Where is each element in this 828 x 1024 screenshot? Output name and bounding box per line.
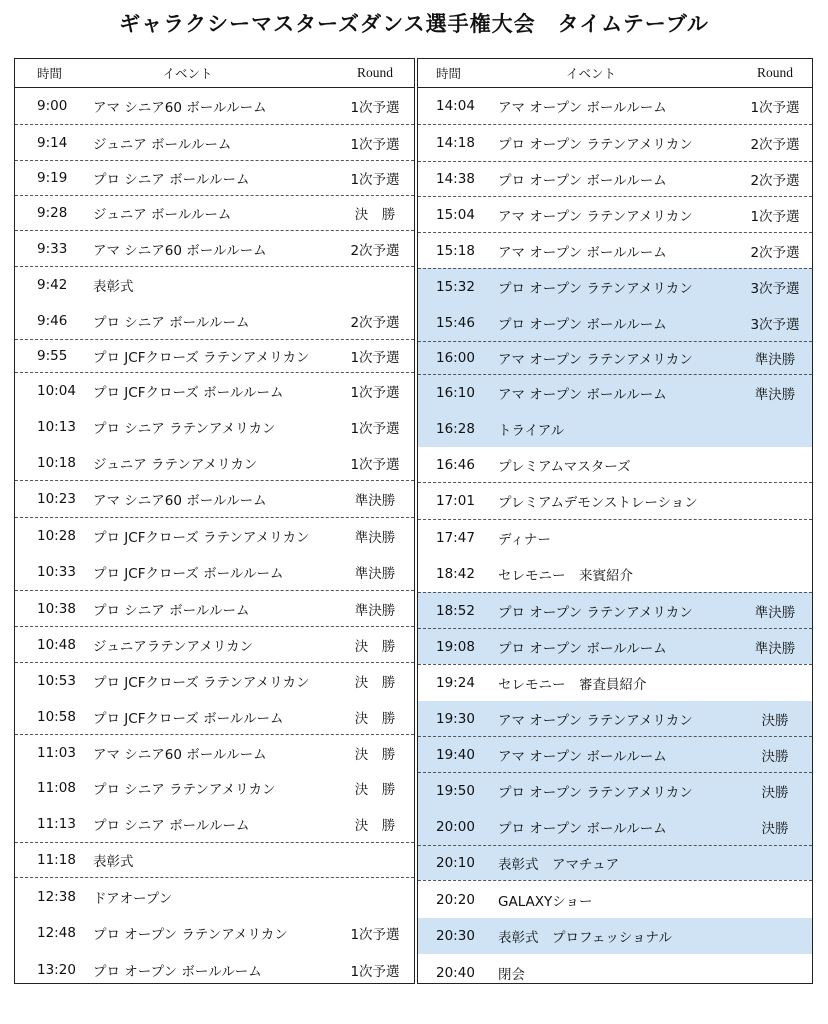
- table-row: [15, 662, 414, 699]
- time-cell: 10:48: [37, 636, 76, 653]
- time-cell: 16:00: [436, 350, 475, 366]
- table-row: [15, 195, 414, 230]
- time-cell: 20:10: [436, 855, 475, 871]
- event-cell: プロ シニア ボールルーム: [93, 818, 250, 834]
- time-cell: 10:38: [37, 600, 76, 617]
- round-cell: 準決勝: [754, 387, 796, 403]
- event-cell: プロ オープン ラテンアメリカン: [498, 604, 693, 621]
- table-row: [15, 230, 414, 266]
- time-cell: 12:48: [37, 925, 76, 941]
- table-row: [418, 124, 812, 161]
- time-cell: 9:33: [37, 240, 68, 257]
- round-cell: 準決勝: [754, 352, 796, 368]
- round-cell: 1次予選: [750, 100, 800, 116]
- event-cell: プロ オープン ボールルーム: [93, 963, 262, 980]
- time-cell: 19:50: [436, 783, 475, 799]
- round-cell: 準決勝: [354, 493, 396, 509]
- event-cell: GALAXYショー: [498, 893, 593, 910]
- event-cell: アマ オープン ボールルーム: [498, 748, 667, 765]
- event-cell: プロ シニア ボールルーム: [93, 602, 250, 619]
- round-cell: 準決勝: [354, 530, 396, 546]
- time-cell: 16:46: [436, 456, 475, 473]
- table-row: [15, 160, 414, 195]
- header-round: Round: [356, 65, 393, 80]
- event-cell: プロ JCFクローズ ラテンアメリカン: [93, 675, 310, 691]
- round-cell: 1次予選: [350, 927, 400, 943]
- table-row: [15, 554, 414, 590]
- time-cell: 18:52: [436, 602, 475, 619]
- event-cell: 閉会: [498, 966, 525, 983]
- time-cell: 9:42: [37, 276, 68, 293]
- event-cell: ディナー: [498, 532, 551, 548]
- schedule-table-right: [417, 58, 813, 984]
- table-row: [15, 590, 414, 626]
- table-row: [15, 339, 414, 372]
- round-cell: 決 勝: [354, 207, 396, 223]
- event-cell: アマ オープン ボールルーム: [498, 244, 667, 261]
- header-time: 時間: [37, 66, 63, 81]
- table-row: [15, 266, 414, 302]
- event-cell: プロ オープン ボールルーム: [498, 640, 667, 657]
- event-cell: プロ シニア ボールルーム: [93, 314, 250, 331]
- time-cell: 12:38: [37, 888, 76, 905]
- table-header: [418, 59, 812, 88]
- round-cell: 準決勝: [754, 604, 796, 621]
- table-row: [15, 877, 414, 915]
- round-cell: 準決勝: [354, 566, 396, 582]
- time-cell: 14:18: [436, 135, 475, 151]
- event-cell: プロ オープン ボールルーム: [498, 821, 667, 837]
- table-row: [418, 772, 812, 809]
- round-cell: 決勝: [761, 785, 789, 801]
- event-cell: ドアオープン: [93, 890, 173, 907]
- time-cell: 20:00: [436, 819, 475, 835]
- event-cell: 表彰式 プロフェッショナル: [498, 930, 672, 946]
- round-cell: 1次予選: [350, 421, 400, 437]
- table-row: [418, 341, 812, 374]
- round-cell: 1次予選: [350, 963, 400, 980]
- table-row: [418, 736, 812, 772]
- table-row: [418, 88, 812, 124]
- time-cell: 15:32: [436, 279, 475, 295]
- round-cell: 決 勝: [354, 675, 396, 691]
- round-cell: 準決勝: [354, 602, 396, 619]
- event-cell: プロ シニア ラテンアメリカン: [93, 421, 276, 437]
- time-cell: 19:30: [436, 710, 475, 727]
- time-cell: 11:08: [37, 780, 76, 796]
- round-cell: 1次予選: [350, 136, 400, 153]
- time-cell: 13:20: [37, 961, 76, 978]
- time-cell: 20:40: [436, 964, 475, 981]
- event-cell: プロ オープン ラテンアメリカン: [498, 281, 693, 297]
- round-cell: 2次予選: [350, 314, 400, 331]
- table-row: [418, 701, 812, 736]
- time-cell: 14:38: [436, 171, 475, 187]
- table-row: [15, 699, 414, 734]
- round-cell: 2次予選: [750, 137, 800, 153]
- time-cell: 19:08: [436, 638, 475, 655]
- event-cell: アマ シニア60 ボールルーム: [93, 746, 267, 763]
- round-cell: 1次予選: [350, 172, 400, 188]
- time-cell: 10:18: [37, 454, 76, 471]
- time-cell: 10:28: [37, 528, 76, 544]
- round-cell: 1次予選: [350, 456, 400, 473]
- time-cell: 10:33: [37, 564, 76, 580]
- round-cell: 決 勝: [354, 782, 396, 798]
- event-cell: アマ シニア60 ボールルーム: [93, 493, 267, 509]
- time-cell: 9:19: [37, 170, 68, 186]
- time-cell: 11:03: [37, 744, 76, 761]
- event-cell: プロ シニア ラテンアメリカン: [93, 782, 276, 798]
- event-cell: プロ オープン ラテンアメリカン: [498, 137, 693, 153]
- time-cell: 16:10: [436, 385, 475, 401]
- event-cell: プロ JCFクローズ ラテンアメリカン: [93, 530, 310, 546]
- table-row: [15, 770, 414, 806]
- event-cell: アマ オープン ラテンアメリカン: [498, 352, 693, 368]
- event-cell: プレミアムマスターズ: [498, 458, 631, 475]
- table-row: [15, 88, 414, 124]
- round-cell: 2次予選: [350, 242, 400, 259]
- event-cell: プロ シニア ボールルーム: [93, 172, 250, 188]
- page-title: ギャラクシーマスターズダンス選手権大会 タイムテーブル: [119, 12, 709, 36]
- time-cell: 9:46: [37, 312, 68, 329]
- round-cell: 決 勝: [354, 638, 396, 655]
- table-row: [418, 374, 812, 411]
- time-cell: 9:14: [37, 134, 68, 151]
- time-cell: 10:58: [37, 708, 76, 725]
- table-row: [418, 196, 812, 232]
- table-row: [15, 124, 414, 160]
- table-row: [15, 480, 414, 517]
- table-row: [15, 734, 414, 770]
- event-cell: プロ JCFクローズ ボールルーム: [93, 566, 284, 582]
- table-row: [418, 880, 812, 918]
- table-row: [418, 556, 812, 592]
- event-cell: アマ オープン ボールルーム: [498, 100, 667, 116]
- time-cell: 15:04: [436, 206, 475, 223]
- time-cell: 9:55: [37, 348, 68, 364]
- time-cell: 15:46: [436, 315, 475, 331]
- event-cell: ジュニア ボールルーム: [93, 136, 232, 153]
- round-cell: 1次予選: [350, 100, 400, 116]
- event-cell: 表彰式: [93, 278, 134, 295]
- event-cell: プロ オープン ボールルーム: [498, 173, 667, 189]
- round-cell: 1次予選: [350, 350, 400, 366]
- event-cell: プロ オープン ボールルーム: [498, 317, 667, 333]
- table-row: [15, 517, 414, 554]
- table-row: [418, 809, 812, 845]
- table-row: [15, 445, 414, 480]
- table-row: [418, 954, 812, 984]
- schedule-table-left: [14, 58, 415, 984]
- table-row: [418, 845, 812, 880]
- round-cell: 決勝: [761, 821, 789, 837]
- event-cell: アマ オープン ラテンアメリカン: [498, 208, 693, 225]
- table-row: [15, 951, 414, 984]
- round-cell: 決勝: [761, 748, 789, 765]
- table-row: [15, 806, 414, 842]
- event-cell: セレモニー 審査員紹介: [498, 677, 647, 693]
- table-row: [15, 626, 414, 662]
- round-cell: 決 勝: [354, 746, 396, 763]
- round-cell: 2次予選: [750, 244, 800, 261]
- time-cell: 16:28: [436, 421, 475, 437]
- table-row: [418, 232, 812, 268]
- table-row: [418, 519, 812, 556]
- event-cell: プロ オープン ラテンアメリカン: [93, 927, 288, 943]
- event-cell: アマ オープン ボールルーム: [498, 387, 667, 403]
- event-cell: 表彰式: [93, 854, 134, 870]
- table-row: [418, 411, 812, 447]
- time-cell: 15:18: [436, 242, 475, 259]
- time-cell: 20:30: [436, 928, 475, 944]
- time-cell: 17:47: [436, 530, 475, 546]
- round-cell: 1次予選: [750, 208, 800, 225]
- time-cell: 10:13: [37, 419, 76, 435]
- header-time: 時間: [436, 66, 462, 81]
- time-cell: 11:13: [37, 816, 76, 832]
- header-event: イベント: [162, 66, 213, 81]
- event-cell: プロ オープン ラテンアメリカン: [498, 785, 693, 801]
- table-row: [418, 482, 812, 519]
- event-cell: アマ オープン ラテンアメリカン: [498, 712, 693, 729]
- time-cell: 19:40: [436, 746, 475, 763]
- time-cell: 11:18: [37, 852, 76, 868]
- event-cell: ジュニアラテンアメリカン: [93, 638, 254, 655]
- table-row: [418, 161, 812, 196]
- event-cell: プロ JCFクローズ ラテンアメリカン: [93, 350, 310, 366]
- table-row: [418, 918, 812, 954]
- header-round: Round: [756, 65, 793, 80]
- time-cell: 10:53: [37, 673, 76, 689]
- time-cell: 9:28: [37, 205, 68, 221]
- round-cell: 3次予選: [750, 317, 800, 333]
- table-row: [418, 268, 812, 305]
- table-row: [418, 447, 812, 482]
- round-cell: 決 勝: [354, 710, 396, 727]
- time-cell: 17:01: [436, 493, 475, 509]
- event-cell: アマ シニア60 ボールルーム: [93, 242, 267, 259]
- round-cell: 決 勝: [354, 818, 396, 834]
- round-cell: 3次予選: [750, 281, 800, 297]
- header-event: イベント: [565, 66, 616, 81]
- event-cell: アマ シニア60 ボールルーム: [93, 100, 267, 116]
- round-cell: 2次予選: [750, 173, 800, 189]
- table-row: [418, 664, 812, 701]
- event-cell: プロ JCFクローズ ボールルーム: [93, 710, 284, 727]
- table-row: [15, 302, 414, 339]
- time-cell: 19:24: [436, 675, 475, 691]
- round-cell: 1次予選: [350, 385, 400, 401]
- table-row: [15, 915, 414, 951]
- table-header: [15, 59, 414, 88]
- event-cell: ジュニア ラテンアメリカン: [93, 456, 258, 473]
- time-cell: 18:42: [436, 566, 475, 582]
- round-cell: 決勝: [761, 712, 789, 729]
- event-cell: トライアル: [498, 423, 565, 439]
- table-body: [418, 88, 812, 984]
- event-cell: 表彰式 アマチュア: [498, 857, 620, 873]
- table-row: [418, 628, 812, 664]
- time-cell: 20:20: [436, 891, 475, 908]
- round-cell: 準決勝: [754, 640, 796, 657]
- table-row: [15, 409, 414, 445]
- time-cell: 10:04: [37, 383, 76, 399]
- time-cell: 14:04: [436, 98, 475, 114]
- event-cell: プロ JCFクローズ ボールルーム: [93, 385, 284, 401]
- time-cell: 10:23: [37, 491, 76, 507]
- table-body: [15, 88, 414, 984]
- table-row: [15, 372, 414, 409]
- table-row: [418, 592, 812, 628]
- table-row: [418, 305, 812, 341]
- event-cell: プレミアムデモンストレーション: [498, 495, 698, 511]
- time-cell: 9:00: [37, 98, 68, 114]
- event-cell: ジュニア ボールルーム: [93, 207, 232, 223]
- event-cell: セレモニー 来賓紹介: [498, 568, 633, 584]
- table-row: [15, 842, 414, 877]
